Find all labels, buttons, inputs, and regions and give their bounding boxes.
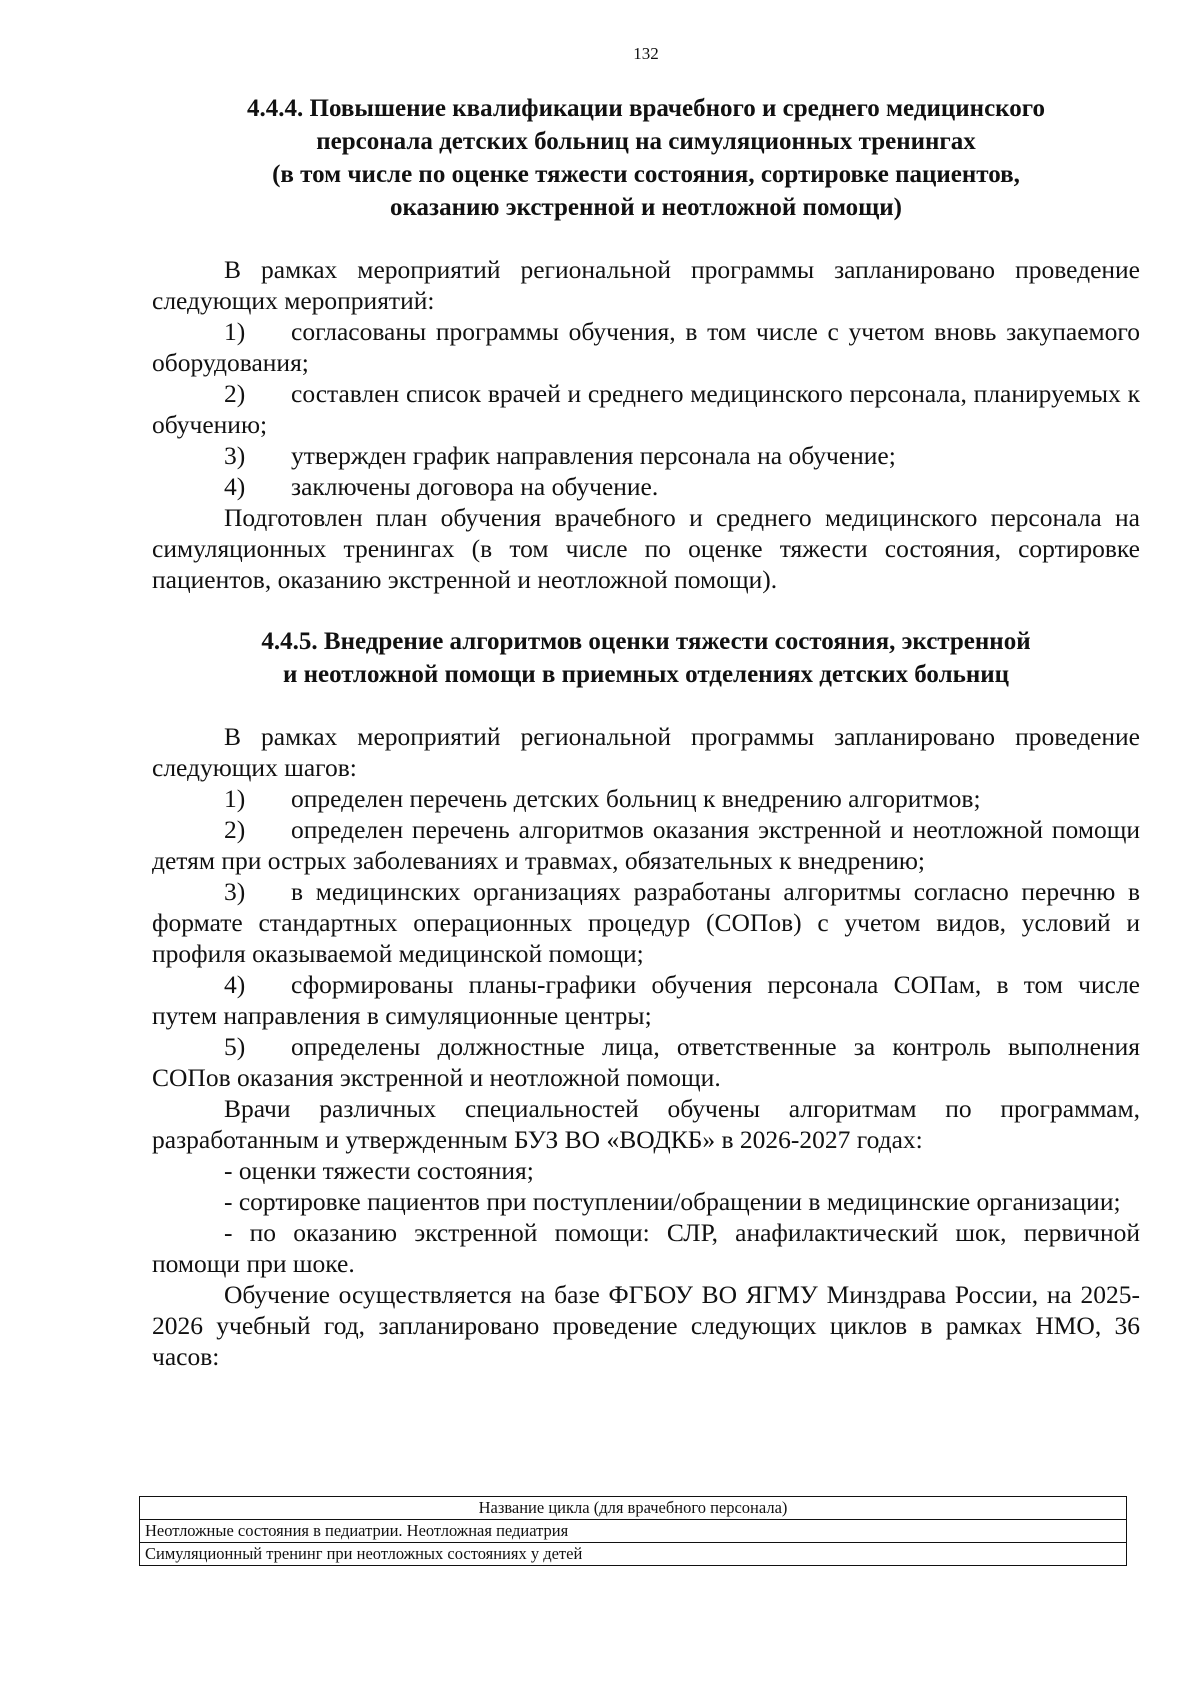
section-2-list-item <box>152 969 1140 1031</box>
table-header-cell: Название цикла (для врачебного персонала) <box>140 1497 1127 1520</box>
list-item-number: 4) <box>224 970 246 999</box>
list-item-number: 1) <box>224 317 246 346</box>
section-1-title-line: персонала детских больниц на симуляционных тренингах <box>316 128 976 155</box>
section-2-list-item <box>152 1031 1140 1093</box>
table-row <box>140 1543 1127 1566</box>
list-item-number: 4) <box>224 472 246 501</box>
table-cell: Симуляционный тренинг при неотложных состояниях у детей <box>140 1543 1127 1566</box>
section-2-list-item <box>152 876 1140 969</box>
table-header-row <box>140 1497 1127 1520</box>
section-2-intro: В рамках мероприятий региональной программы запланировано проведение следующих шагов: <box>152 722 1140 782</box>
list-item-text: определен перечень детских больниц к внедрению алгоритмов; <box>291 784 981 813</box>
table-cell: Неотложные состояния в педиатрии. Неотложная педиатрия <box>140 1520 1127 1543</box>
section-1-title-line: (в том числе по оценке тяжести состояния, сортировке пациентов, <box>272 161 1020 188</box>
cycle-table <box>139 1496 1127 1566</box>
section-2-title <box>152 625 1140 691</box>
list-item-text: определены должностные лица, ответственные за контроль выполнения СОПов оказания экстренной и неотложной помощи. <box>152 1032 1140 1092</box>
section-1-title-line: 4.4.4. Повышение квалификации врачебного и среднего медицинского <box>247 95 1045 122</box>
section-2-title-line: 4.4.5. Внедрение алгоритмов оценки тяжести состояния, экстренной <box>261 628 1031 655</box>
list-item-text: согласованы программы обучения, в том числе с учетом вновь закупаемого оборудования; <box>152 317 1140 377</box>
section-1-list-item <box>152 316 1140 378</box>
trained-intro: Врачи различных специальностей обучены алгоритмам по программам, разработанным и утвержденным БУЗ ВО «ВОДКБ» в 2026-2027 годах: <box>152 1094 1140 1154</box>
section-1-intro: В рамках мероприятий региональной программы запланировано проведение следующих мероприятий: <box>152 255 1140 315</box>
page-number: 132 <box>633 44 659 63</box>
list-item-text: составлен список врачей и среднего медицинского персонала, планируемых к обучению; <box>152 379 1140 439</box>
education-paragraph: Обучение осуществляется на базе ФГБОУ ВО ЯГМУ Минздрава России, на 2025-2026 учебный год, запланировано проведение следующих циклов в рамках НМО, 36 часов: <box>152 1280 1140 1371</box>
section-2-list-item <box>152 783 1140 814</box>
section-1-list-item <box>152 378 1140 440</box>
list-item-number: 1) <box>224 784 246 813</box>
section-1-title <box>152 92 1140 224</box>
section-1-list-item <box>152 471 1140 502</box>
list-item-number: 2) <box>224 379 246 408</box>
section-1-conclusion: Подготовлен план обучения врачебного и среднего медицинского персонала на симуляционных тренингах (в том числе по оценке тяжести состояния, сортировке пациентов, оказанию экстренной и неотложной помощи). <box>152 503 1140 594</box>
trained-item: - оценки тяжести состояния; <box>224 1156 534 1185</box>
section-1-list-item <box>152 440 1140 471</box>
list-item-text: утвержден график направления персонала на обучение; <box>291 441 896 470</box>
list-item-text: сформированы планы-графики обучения персонала СОПам, в том числе путем направления в симуляционные центры; <box>152 970 1140 1030</box>
list-item-text: определен перечень алгоритмов оказания экстренной и неотложной помощи детям при острых заболеваниях и травмах, обязательных к внедрению; <box>152 815 1140 875</box>
list-item-number: 2) <box>224 815 246 844</box>
list-item-number: 3) <box>224 877 246 906</box>
list-item-text: заключены договора на обучение. <box>291 472 659 501</box>
list-item-number: 3) <box>224 441 246 470</box>
list-item-text: в медицинских организациях разработаны алгоритмы согласно перечню в формате стандартных операционных процедур (СОПов) с учетом видов, условий и профиля оказываемой медицинской помощи; <box>152 877 1140 968</box>
list-item-number: 5) <box>224 1032 246 1061</box>
section-2-title-line: и неотложной помощи в приемных отделениях детских больниц <box>282 661 1010 688</box>
trained-item: - по оказанию экстренной помощи: СЛР, анафилактический шок, первичной помощи при шоке. <box>152 1218 1140 1278</box>
section-2-list-item <box>152 814 1140 876</box>
section-1-title-line: оказанию экстренной и неотложной помощи) <box>390 194 902 221</box>
section-2 <box>152 625 1140 1372</box>
table-row <box>140 1520 1127 1543</box>
page-content <box>152 92 1140 1372</box>
trained-item: - сортировке пациентов при поступлении/обращении в медицинские организации; <box>224 1187 1121 1216</box>
